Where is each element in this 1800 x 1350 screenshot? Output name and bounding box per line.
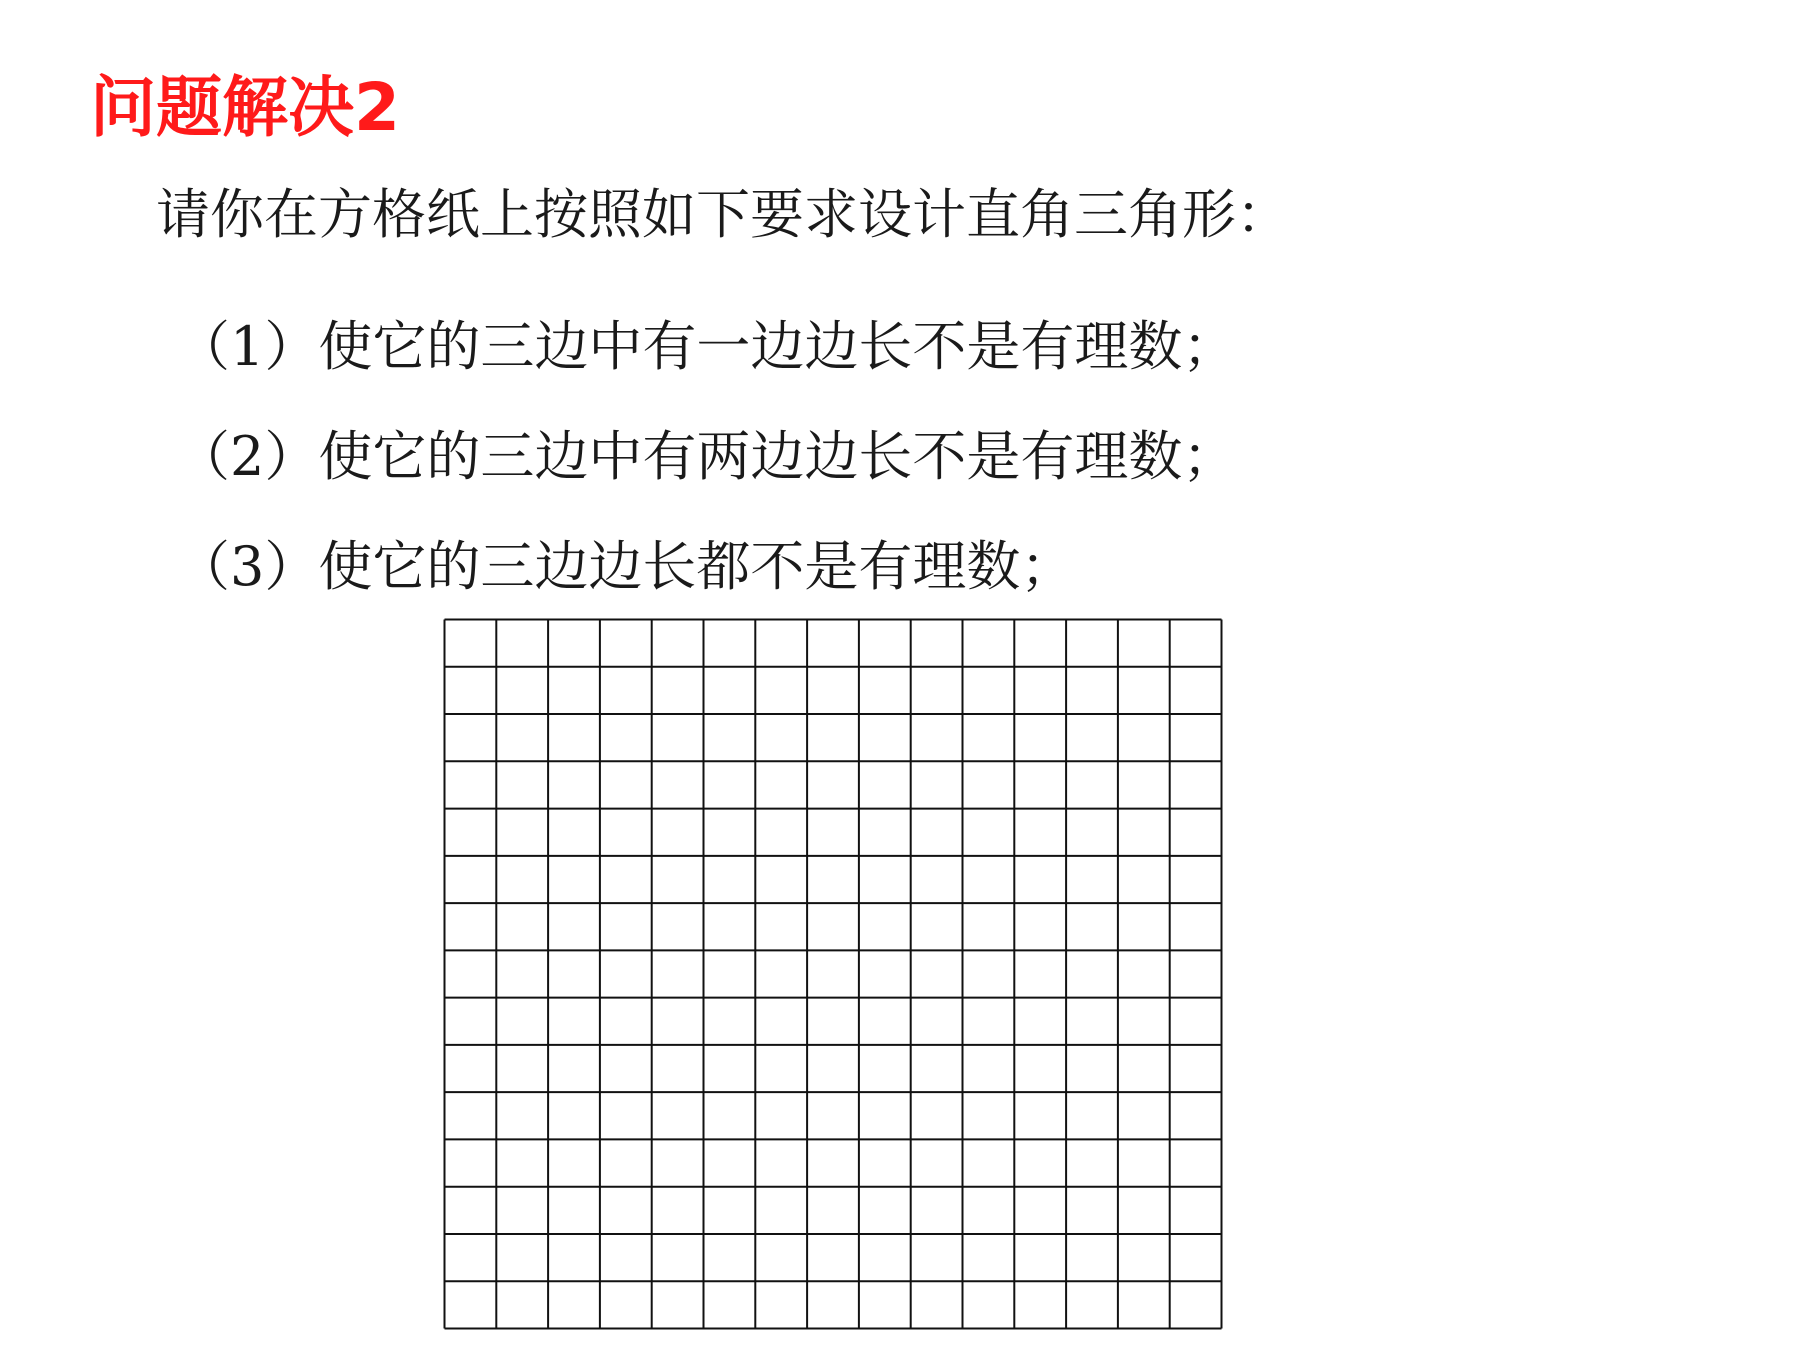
requirement-item-1: （1）使它的三边中有一边边长不是有理数；: [176, 315, 1237, 378]
grid-paper: [443, 618, 1223, 1330]
grid-paper-svg: [443, 618, 1223, 1330]
problem-title: 问题解决2: [90, 69, 400, 146]
requirement-item-3: （3）使它的三边边长都不是有理数；: [176, 535, 1075, 598]
problem-intro: 请你在方格纸上按照如下要求设计直角三角形：: [156, 183, 1290, 246]
requirement-list: [176, 292, 1236, 622]
requirement-item-2: （2）使它的三边中有两边边长不是有理数；: [176, 425, 1237, 488]
